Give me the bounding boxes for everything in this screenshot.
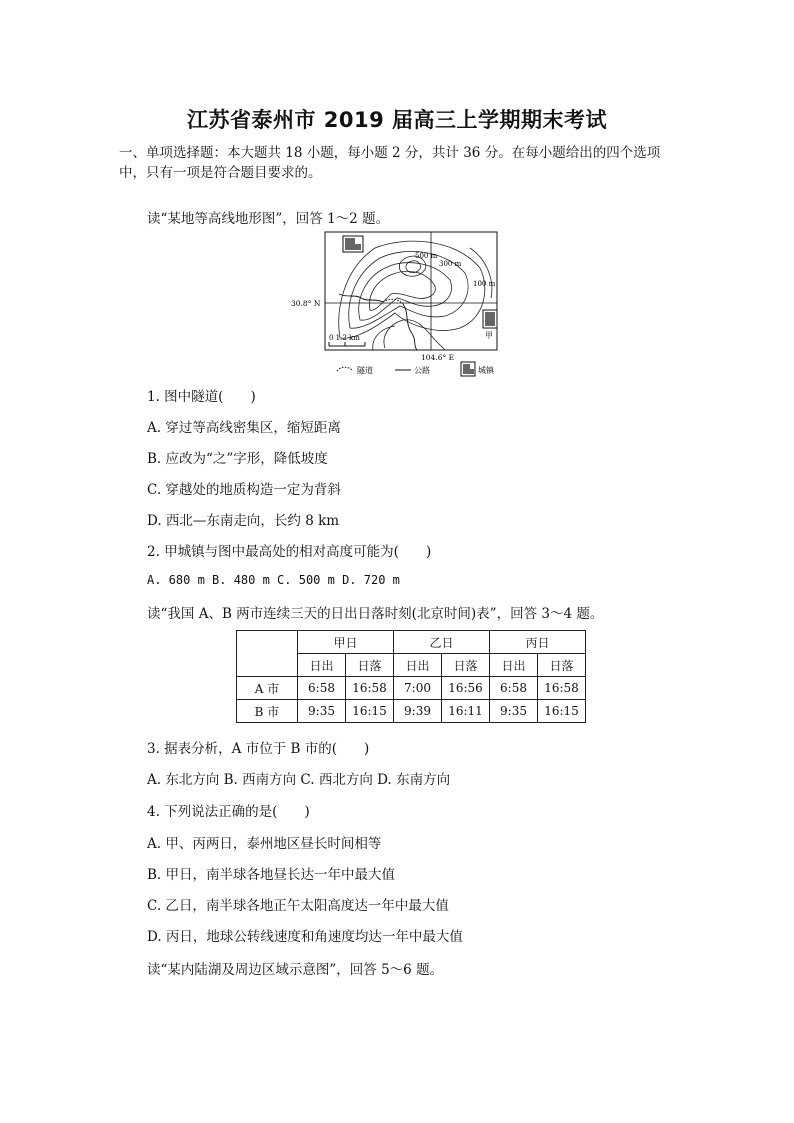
intro-q5-6: 读“某内陆湖及周边区域示意图”，回答 5～6 题。 [147, 962, 444, 978]
contour-map-figure [285, 228, 515, 378]
q1-option-b: B. 应改为“之”字形，降低坡度 [147, 451, 328, 467]
table-cell: 6:58 [490, 677, 538, 700]
intro-q1-2: 读“某地等高线地形图”，回答 1～2 题。 [147, 211, 390, 227]
table-city-cell: A 市 [237, 677, 298, 700]
table-row [237, 677, 586, 700]
longitude-label: 104.6° E [421, 353, 455, 362]
table-day-header: 甲日 [298, 631, 394, 654]
q4-option-a: A. 甲、丙两日，泰州地区昼长时间相等 [147, 836, 382, 852]
page-title: 江苏省泰州市 2019 届高三上学期期末考试 [186, 108, 608, 132]
contour-100-label: 100 m [473, 280, 496, 288]
town-top-left-icon [343, 236, 363, 252]
q3-stem: 3. 据表分析，A 市位于 B 市的( ) [147, 741, 370, 757]
table-cell: 16:58 [538, 677, 586, 700]
q3-options: A. 东北方向 B. 西南方向 C. 西北方向 D. 东南方向 [147, 772, 451, 788]
table-corner-cell [237, 631, 298, 677]
table-cell: 9:39 [394, 700, 442, 723]
town-jia-label: 甲 [485, 331, 493, 340]
latitude-label: 30.8° N [291, 299, 321, 308]
table-sub-header: 日出 [298, 654, 346, 677]
scale-bar [329, 342, 365, 346]
table-header-row [237, 631, 586, 654]
map-legend [337, 362, 495, 376]
q4-option-b: B. 甲日，南半球各地昼长达一年中最大值 [147, 867, 396, 883]
table-cell: 16:56 [442, 677, 490, 700]
table-day-header: 丙日 [490, 631, 586, 654]
table-day-header: 乙日 [394, 631, 490, 654]
q2-options: A. 680 m B. 480 m C. 500 m D. 720 m [147, 573, 400, 587]
intro-q3-4: 读“我国 A、B 两市连续三天的日出日落时刻(北京时间)表”，回答 3～4 题。 [147, 606, 604, 622]
legend-tunnel-label: 隧道 [357, 366, 373, 375]
table-sub-header: 日落 [346, 654, 394, 677]
table-cell: 16:58 [346, 677, 394, 700]
table-row [237, 700, 586, 723]
table-sub-header: 日出 [394, 654, 442, 677]
legend-road-label: 公路 [414, 366, 430, 375]
contour-500-label: 500 m [415, 252, 438, 260]
table-sub-header: 日出 [490, 654, 538, 677]
q2-stem: 2. 甲城镇与图中最高处的相对高度可能为( ) [147, 544, 432, 560]
table-city-cell: B 市 [237, 700, 298, 723]
q4-option-c: C. 乙日，南半球各地正午太阳高度达一年中最大值 [147, 898, 449, 914]
table-cell: 7:00 [394, 677, 442, 700]
q4-stem: 4. 下列说法正确的是( ) [147, 804, 310, 820]
q1-option-d: D. 西北—东南走向，长约 8 km [147, 513, 340, 529]
section-instructions: 一、单项选择题：本大题共 18 小题，每小题 2 分，共计 36 分。在每小题给出的四个选项中，只有一项是符合题目要求的。 [119, 145, 661, 181]
table-cell: 16:15 [346, 700, 394, 723]
q4-option-d: D. 丙日，地球公转线速度和角速度均达一年中最大值 [147, 929, 463, 945]
q1-stem: 1. 图中隧道( ) [147, 389, 256, 405]
table-cell: 9:35 [490, 700, 538, 723]
q1-option-a: A. 穿过等高线密集区，缩短距离 [147, 420, 341, 436]
table-cell: 16:15 [538, 700, 586, 723]
legend-town-label: 城镇 [478, 366, 494, 375]
table-cell: 9:35 [298, 700, 346, 723]
table-sub-header: 日落 [538, 654, 586, 677]
table-cell: 6:58 [298, 677, 346, 700]
q1-option-c: C. 穿越处的地质构造一定为背斜 [147, 482, 341, 498]
town-jia-icon [483, 310, 497, 328]
sunrise-sunset-table [236, 630, 586, 723]
table-sub-header: 日落 [442, 654, 490, 677]
table-cell: 16:11 [442, 700, 490, 723]
contour-300-label: 300 m [439, 260, 462, 268]
scale-label: 0 1.2 km [329, 334, 360, 342]
